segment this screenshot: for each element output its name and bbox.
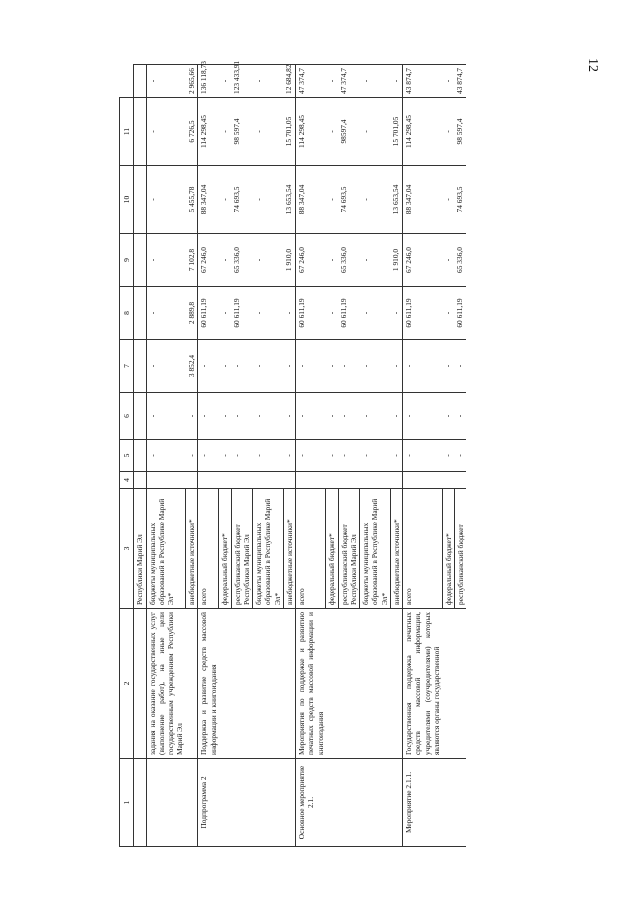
program-name-cell: Поддержка и развитие средств массовой информации и книгоиздания <box>198 609 219 759</box>
column-header-5: 5 <box>120 440 134 472</box>
value-cell-col-10: - <box>146 166 186 234</box>
funding-source-cell: федеральный бюджет* <box>219 489 231 609</box>
value-cell-col-5: - <box>253 440 284 472</box>
value-cell-col-8: 2 889,8 <box>186 287 198 340</box>
value-cell-col-10: 74 693,5 <box>338 166 360 234</box>
value-cell-col-6: - <box>219 393 231 440</box>
table-body <box>134 60 466 847</box>
value-cell-col-8: 60 611,19 <box>198 287 219 340</box>
value-cell-col-6: - <box>146 393 186 440</box>
value-cell-col-5: - <box>219 440 231 472</box>
funding-source-cell: внебюджетные источники* <box>283 489 295 609</box>
value-cell-col-9: 1 910,0 <box>283 234 295 287</box>
header-row <box>120 65 134 847</box>
column-header-2: 2 <box>120 609 134 759</box>
table-row <box>454 65 466 847</box>
funding-source-cell: всего <box>198 489 219 609</box>
value-cell-col-7: - <box>253 340 284 393</box>
column-header-9: 9 <box>120 234 134 287</box>
table-row <box>219 65 231 847</box>
program-name-cell <box>360 609 391 759</box>
value-cell-col-9: - <box>146 234 186 287</box>
table-row <box>134 65 146 847</box>
funding-source-cell: республиканский бюджет Республики Марий Эл <box>338 489 360 609</box>
value-cell-col-12: 123 433,91 <box>231 65 253 98</box>
value-cell-col-11: 98 597,4 <box>231 98 253 166</box>
value-cell-col-12: - <box>360 65 391 98</box>
value-cell-col-11: 98 597,4 <box>454 98 466 166</box>
value-cell-col-8: - <box>390 287 402 340</box>
value-cell-col-10 <box>134 166 146 234</box>
program-code-cell <box>186 759 198 847</box>
value-cell-col-10: 13 653,54 <box>390 166 402 234</box>
value-cell-col-10: 13 653,54 <box>283 166 295 234</box>
value-cell-col-12: 43 874,7 <box>403 65 443 98</box>
value-cell-col-11: - <box>146 98 186 166</box>
program-code-cell <box>146 759 186 847</box>
value-cell-col-11: 6 726,5 <box>186 98 198 166</box>
value-cell-col-10: 74 693,5 <box>454 166 466 234</box>
value-cell-col-12: 47 374,7 <box>338 65 360 98</box>
value-cell-col-12: - <box>253 65 284 98</box>
program-name-cell <box>219 609 231 759</box>
value-cell-col-12: 136 118,73 <box>198 65 219 98</box>
funding-source-cell: бюджеты муниципальных образований в Республике Марий Эл* <box>360 489 391 609</box>
value-cell-col-6 <box>134 393 146 440</box>
value-cell-col-5: - <box>454 440 466 472</box>
empty-column-4-cell <box>219 472 231 489</box>
value-cell-col-5: - <box>360 440 391 472</box>
value-cell-col-11: 98597,4 <box>338 98 360 166</box>
program-name-cell: задания на оказание государственных услуг (выполнение работ), на иные цели государственным учреждениям Республики Марий Эл <box>146 609 186 759</box>
funding-source-cell: федеральный бюджет* <box>442 489 454 609</box>
program-code-cell <box>338 759 360 847</box>
program-name-cell <box>390 609 402 759</box>
program-name-cell: Государственная поддержка печатных средств массовой информации, учредителями (соучредителями) которых являются органы государственной <box>403 609 443 759</box>
program-name-cell <box>338 609 360 759</box>
program-code-cell: Мероприятие 2.1.1. <box>403 759 443 847</box>
program-code-cell <box>253 759 284 847</box>
column-header-10: 10 <box>120 166 134 234</box>
program-code-cell <box>283 759 295 847</box>
program-name-cell: Мероприятия по поддержке и развитию печатных средств массовой информации и книгоиздания <box>296 609 326 759</box>
value-cell-col-12: - <box>219 65 231 98</box>
program-code-cell <box>326 759 338 847</box>
value-cell-col-9: 65 336,0 <box>454 234 466 287</box>
value-cell-col-5: - <box>231 440 253 472</box>
value-cell-col-6: - <box>360 393 391 440</box>
value-cell-col-5: - <box>390 440 402 472</box>
value-cell-col-11: 114 298,45 <box>296 98 326 166</box>
funding-source-cell: Республики Марий Эл <box>134 489 146 609</box>
value-cell-col-10: - <box>326 166 338 234</box>
empty-column-4-cell <box>146 472 186 489</box>
program-code-cell <box>134 759 146 847</box>
value-cell-col-7: - <box>454 340 466 393</box>
table-row <box>442 65 454 847</box>
value-cell-col-7: - <box>198 340 219 393</box>
funding-source-cell: всего <box>296 489 326 609</box>
value-cell-col-9: - <box>219 234 231 287</box>
value-cell-col-10: 5 455,78 <box>186 166 198 234</box>
value-cell-col-7: - <box>231 340 253 393</box>
value-cell-col-5 <box>134 440 146 472</box>
value-cell-col-8: - <box>326 287 338 340</box>
value-cell-col-7: - <box>338 340 360 393</box>
value-cell-col-10: - <box>219 166 231 234</box>
empty-column-4-cell <box>134 472 146 489</box>
value-cell-col-11 <box>134 98 146 166</box>
value-cell-col-6: - <box>403 393 443 440</box>
program-code-cell: Подпрограмма 2 <box>198 759 219 847</box>
value-cell-col-8: 60 611,19 <box>403 287 443 340</box>
funding-source-cell: бюджеты муниципальных образований в Республике Марий Эл* <box>146 489 186 609</box>
value-cell-col-12: 2 965,66 <box>186 65 198 98</box>
empty-column-4-cell <box>390 472 402 489</box>
value-cell-col-11: - <box>442 98 454 166</box>
value-cell-col-6: - <box>338 393 360 440</box>
value-cell-col-6: - <box>283 393 295 440</box>
value-cell-col-11: 15 701,05 <box>390 98 402 166</box>
empty-column-4-cell <box>338 472 360 489</box>
value-cell-col-11: 114 298,45 <box>198 98 219 166</box>
value-cell-col-11: 15 701,05 <box>283 98 295 166</box>
funding-source-cell: внебюджетные источники* <box>186 489 198 609</box>
value-cell-col-9: 65 336,0 <box>231 234 253 287</box>
value-cell-col-10: - <box>360 166 391 234</box>
empty-column-4-cell <box>360 472 391 489</box>
program-code-cell <box>454 759 466 847</box>
table-row <box>326 65 338 847</box>
empty-column-4-cell <box>296 472 326 489</box>
value-cell-col-9: 67 246,0 <box>198 234 219 287</box>
value-cell-col-5: - <box>283 440 295 472</box>
table-row <box>360 65 391 847</box>
program-code-cell <box>390 759 402 847</box>
program-name-cell <box>253 609 284 759</box>
program-name-cell <box>186 609 198 759</box>
rotated-table-container <box>119 60 530 847</box>
value-cell-col-8 <box>134 287 146 340</box>
program-name-cell <box>134 609 146 759</box>
value-cell-col-6: - <box>390 393 402 440</box>
funding-source-cell: федеральный бюджет* <box>326 489 338 609</box>
funding-source-cell: республиканский бюджет <box>454 489 466 609</box>
funding-source-cell: бюджеты муниципальных образований в Республике Марий Эл* <box>253 489 284 609</box>
value-cell-col-10: 88 347,04 <box>296 166 326 234</box>
table-row <box>186 65 198 847</box>
value-cell-col-5: - <box>338 440 360 472</box>
value-cell-col-5: - <box>296 440 326 472</box>
value-cell-col-6: - <box>231 393 253 440</box>
value-cell-col-7: - <box>403 340 443 393</box>
value-cell-col-10: 74 693,5 <box>231 166 253 234</box>
value-cell-col-5: - <box>146 440 186 472</box>
value-cell-col-8: 60 611,19 <box>296 287 326 340</box>
value-cell-col-6: - <box>296 393 326 440</box>
empty-column-4-cell <box>442 472 454 489</box>
value-cell-col-8: - <box>283 287 295 340</box>
value-cell-col-9: - <box>253 234 284 287</box>
column-header-1: 1 <box>120 759 134 847</box>
value-cell-col-7 <box>134 340 146 393</box>
program-name-cell <box>326 609 338 759</box>
program-name-cell <box>454 609 466 759</box>
column-header-7: 7 <box>120 340 134 393</box>
value-cell-col-7: - <box>219 340 231 393</box>
value-cell-col-10: 88 347,04 <box>198 166 219 234</box>
program-code-cell <box>231 759 253 847</box>
value-cell-col-6: - <box>326 393 338 440</box>
page-number: 12 <box>585 58 600 72</box>
value-cell-col-12: 43 874,7 <box>454 65 466 98</box>
value-cell-col-5: - <box>442 440 454 472</box>
value-cell-col-8: 60 611,19 <box>338 287 360 340</box>
table-row <box>231 65 253 847</box>
empty-column-4-cell <box>186 472 198 489</box>
funding-source-cell: внебюджетные источники* <box>390 489 402 609</box>
column-header-4: 4 <box>120 472 134 489</box>
value-cell-col-9: 7 102,8 <box>186 234 198 287</box>
value-cell-col-11: - <box>326 98 338 166</box>
program-name-cell <box>231 609 253 759</box>
empty-column-4-cell <box>198 472 219 489</box>
value-cell-col-8: - <box>146 287 186 340</box>
value-cell-col-9: 67 246,0 <box>296 234 326 287</box>
value-cell-col-12: 47 374,7 <box>296 65 326 98</box>
value-cell-col-7: - <box>283 340 295 393</box>
program-code-cell <box>219 759 231 847</box>
column-header-8: 8 <box>120 287 134 340</box>
value-cell-col-7: - <box>390 340 402 393</box>
value-cell-col-8: - <box>219 287 231 340</box>
value-cell-col-9: 65 336,0 <box>338 234 360 287</box>
table-row <box>283 65 295 847</box>
funding-source-cell: республиканский бюджет Республики Марий Эл <box>231 489 253 609</box>
value-cell-col-5: - <box>198 440 219 472</box>
value-cell-col-8: 60 611,19 <box>454 287 466 340</box>
value-cell-col-8: - <box>360 287 391 340</box>
value-cell-col-7: - <box>296 340 326 393</box>
value-cell-col-12: - <box>442 65 454 98</box>
value-cell-col-9: 1 910,0 <box>390 234 402 287</box>
column-header-11: 11 <box>120 98 134 166</box>
value-cell-col-7: - <box>360 340 391 393</box>
value-cell-col-5: - <box>326 440 338 472</box>
value-cell-col-7: 3 852,4 <box>186 340 198 393</box>
budget-table <box>119 60 466 847</box>
value-cell-col-8: - <box>253 287 284 340</box>
value-cell-col-9: 67 246,0 <box>403 234 443 287</box>
table-row <box>253 65 284 847</box>
value-cell-col-5: - <box>186 440 198 472</box>
table-row <box>338 65 360 847</box>
value-cell-col-10: - <box>253 166 284 234</box>
program-code-cell: Основное мероприятие 2.1. <box>296 759 326 847</box>
table-row <box>296 65 326 847</box>
empty-column-4-cell <box>326 472 338 489</box>
empty-column-4-cell <box>454 472 466 489</box>
value-cell-col-8: - <box>442 287 454 340</box>
empty-column-4-cell <box>403 472 443 489</box>
value-cell-col-6: - <box>198 393 219 440</box>
value-cell-col-7: - <box>146 340 186 393</box>
value-cell-col-7: - <box>326 340 338 393</box>
program-code-cell <box>360 759 391 847</box>
program-name-cell <box>442 609 454 759</box>
value-cell-col-12: - <box>326 65 338 98</box>
table-row <box>198 65 219 847</box>
value-cell-col-12: 12 684,82 <box>283 65 295 98</box>
value-cell-col-11: - <box>219 98 231 166</box>
empty-column-4-cell <box>253 472 284 489</box>
column-header-3: 3 <box>120 489 134 609</box>
value-cell-col-9: - <box>360 234 391 287</box>
funding-source-cell: всего <box>403 489 443 609</box>
value-cell-col-7: - <box>442 340 454 393</box>
value-cell-col-9: - <box>326 234 338 287</box>
value-cell-col-6: - <box>186 393 198 440</box>
value-cell-col-5: - <box>403 440 443 472</box>
value-cell-col-10: - <box>442 166 454 234</box>
program-code-cell <box>442 759 454 847</box>
value-cell-col-12: - <box>146 65 186 98</box>
value-cell-col-12 <box>134 65 146 98</box>
value-cell-col-9: - <box>442 234 454 287</box>
value-cell-col-9 <box>134 234 146 287</box>
table-row <box>390 65 402 847</box>
value-cell-col-8: 60 611,19 <box>231 287 253 340</box>
value-cell-col-11: - <box>360 98 391 166</box>
column-header-6: 6 <box>120 393 134 440</box>
table-row <box>146 65 186 847</box>
value-cell-col-6: - <box>442 393 454 440</box>
empty-column-4-cell <box>283 472 295 489</box>
value-cell-col-6: - <box>253 393 284 440</box>
value-cell-col-6: - <box>454 393 466 440</box>
value-cell-col-12: - <box>390 65 402 98</box>
empty-column-4-cell <box>231 472 253 489</box>
table-row <box>403 65 443 847</box>
program-name-cell <box>283 609 295 759</box>
value-cell-col-11: - <box>253 98 284 166</box>
value-cell-col-10: 88 347,04 <box>403 166 443 234</box>
value-cell-col-11: 114 298,45 <box>403 98 443 166</box>
